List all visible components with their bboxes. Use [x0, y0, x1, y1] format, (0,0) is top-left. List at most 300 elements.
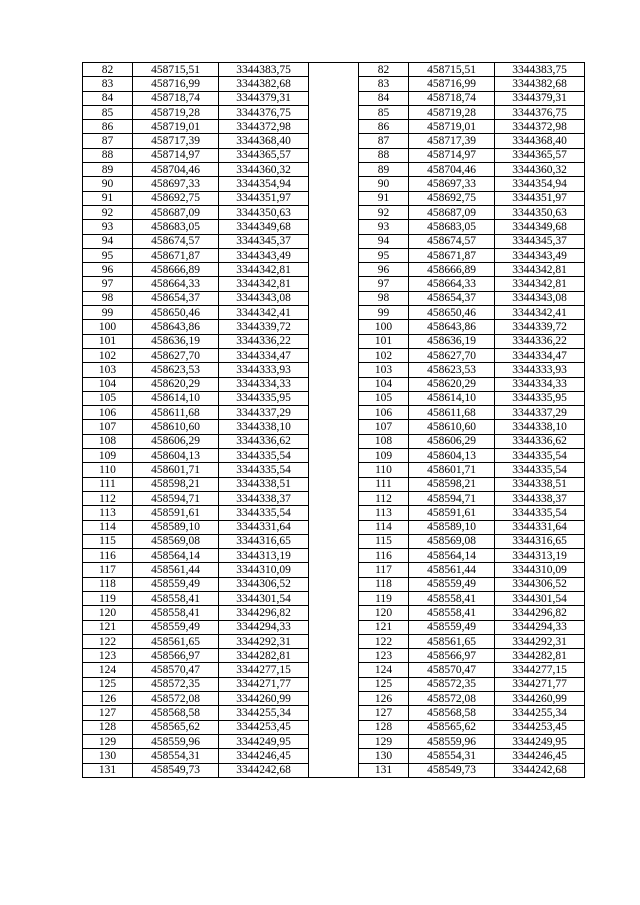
- left-y-coordinate-cell: 3344334,33: [219, 377, 309, 391]
- right-x-coordinate-cell: 458558,41: [409, 606, 495, 620]
- left-y-coordinate-cell: 3344345,37: [219, 234, 309, 248]
- table-row: [83, 91, 585, 105]
- right-point-number-cell: 115: [359, 534, 409, 548]
- left-x-coordinate-cell: 458564,14: [133, 549, 219, 563]
- right-y-coordinate-cell: 3344246,45: [495, 749, 585, 763]
- table-row: [83, 520, 585, 534]
- left-x-coordinate-cell: 458614,10: [133, 391, 219, 405]
- right-y-coordinate-cell: 3344338,10: [495, 420, 585, 434]
- left-y-coordinate-cell: 3344334,47: [219, 348, 309, 362]
- left-point-number-cell: 115: [83, 534, 133, 548]
- right-x-coordinate-cell: 458564,14: [409, 549, 495, 563]
- table-row: [83, 377, 585, 391]
- table-row: [83, 263, 585, 277]
- left-point-number-cell: 130: [83, 749, 133, 763]
- left-point-number-cell: 111: [83, 477, 133, 491]
- column-gap-cell: [309, 320, 359, 334]
- right-x-coordinate-cell: 458643,86: [409, 320, 495, 334]
- right-x-coordinate-cell: 458594,71: [409, 491, 495, 505]
- left-point-number-cell: 101: [83, 334, 133, 348]
- left-x-coordinate-cell: 458589,10: [133, 520, 219, 534]
- left-point-number-cell: 97: [83, 277, 133, 291]
- right-y-coordinate-cell: 3344253,45: [495, 720, 585, 734]
- right-x-coordinate-cell: 458650,46: [409, 306, 495, 320]
- left-point-number-cell: 93: [83, 220, 133, 234]
- table-row: [83, 234, 585, 248]
- left-x-coordinate-cell: 458569,08: [133, 534, 219, 548]
- right-y-coordinate-cell: 3344306,52: [495, 577, 585, 591]
- left-y-coordinate-cell: 3344335,54: [219, 463, 309, 477]
- right-y-coordinate-cell: 3344343,08: [495, 291, 585, 305]
- column-gap-cell: [309, 706, 359, 720]
- left-y-coordinate-cell: 3344379,31: [219, 91, 309, 105]
- left-y-coordinate-cell: 3344382,68: [219, 77, 309, 91]
- right-point-number-cell: 116: [359, 549, 409, 563]
- column-gap-cell: [309, 191, 359, 205]
- right-point-number-cell: 112: [359, 491, 409, 505]
- column-gap-cell: [309, 549, 359, 563]
- right-y-coordinate-cell: 3344242,68: [495, 763, 585, 777]
- left-point-number-cell: 109: [83, 449, 133, 463]
- left-x-coordinate-cell: 458570,47: [133, 663, 219, 677]
- left-point-number-cell: 122: [83, 634, 133, 648]
- left-y-coordinate-cell: 3344331,64: [219, 520, 309, 534]
- table-row: [83, 420, 585, 434]
- left-y-coordinate-cell: 3344335,54: [219, 506, 309, 520]
- left-y-coordinate-cell: 3344343,08: [219, 291, 309, 305]
- column-gap-cell: [309, 105, 359, 119]
- column-gap-cell: [309, 577, 359, 591]
- right-y-coordinate-cell: 3344372,98: [495, 120, 585, 134]
- column-gap-cell: [309, 205, 359, 219]
- left-point-number-cell: 107: [83, 420, 133, 434]
- column-gap-cell: [309, 163, 359, 177]
- left-y-coordinate-cell: 3344354,94: [219, 177, 309, 191]
- left-x-coordinate-cell: 458598,21: [133, 477, 219, 491]
- left-point-number-cell: 103: [83, 363, 133, 377]
- right-x-coordinate-cell: 458716,99: [409, 77, 495, 91]
- left-x-coordinate-cell: 458604,13: [133, 449, 219, 463]
- table-row: [83, 591, 585, 605]
- table-row: [83, 692, 585, 706]
- left-x-coordinate-cell: 458683,05: [133, 220, 219, 234]
- right-y-coordinate-cell: 3344334,47: [495, 348, 585, 362]
- left-y-coordinate-cell: 3344342,81: [219, 277, 309, 291]
- left-x-coordinate-cell: 458674,57: [133, 234, 219, 248]
- left-x-coordinate-cell: 458558,41: [133, 591, 219, 605]
- left-y-coordinate-cell: 3344365,57: [219, 148, 309, 162]
- right-point-number-cell: 98: [359, 291, 409, 305]
- column-gap-cell: [309, 77, 359, 91]
- right-point-number-cell: 87: [359, 134, 409, 148]
- left-y-coordinate-cell: 3344336,62: [219, 434, 309, 448]
- right-point-number-cell: 82: [359, 63, 409, 77]
- column-gap-cell: [309, 134, 359, 148]
- left-y-coordinate-cell: 3344313,19: [219, 549, 309, 563]
- right-y-coordinate-cell: 3344337,29: [495, 406, 585, 420]
- left-y-coordinate-cell: 3344342,41: [219, 306, 309, 320]
- left-point-number-cell: 126: [83, 692, 133, 706]
- table-row: [83, 620, 585, 634]
- right-x-coordinate-cell: 458572,35: [409, 677, 495, 691]
- left-x-coordinate-cell: 458627,70: [133, 348, 219, 362]
- left-point-number-cell: 131: [83, 763, 133, 777]
- right-x-coordinate-cell: 458627,70: [409, 348, 495, 362]
- left-y-coordinate-cell: 3344343,49: [219, 248, 309, 262]
- right-x-coordinate-cell: 458719,28: [409, 105, 495, 119]
- left-point-number-cell: 108: [83, 434, 133, 448]
- left-point-number-cell: 117: [83, 563, 133, 577]
- right-x-coordinate-cell: 458559,49: [409, 577, 495, 591]
- right-y-coordinate-cell: 3344339,72: [495, 320, 585, 334]
- right-point-number-cell: 84: [359, 91, 409, 105]
- left-point-number-cell: 105: [83, 391, 133, 405]
- right-y-coordinate-cell: 3344255,34: [495, 706, 585, 720]
- right-y-coordinate-cell: 3344271,77: [495, 677, 585, 691]
- left-point-number-cell: 86: [83, 120, 133, 134]
- right-y-coordinate-cell: 3344345,37: [495, 234, 585, 248]
- table-row: [83, 649, 585, 663]
- left-y-coordinate-cell: 3344339,72: [219, 320, 309, 334]
- left-y-coordinate-cell: 3344342,81: [219, 263, 309, 277]
- column-gap-cell: [309, 449, 359, 463]
- table-row: [83, 491, 585, 505]
- right-point-number-cell: 126: [359, 692, 409, 706]
- right-x-coordinate-cell: 458561,44: [409, 563, 495, 577]
- right-y-coordinate-cell: 3344310,09: [495, 563, 585, 577]
- right-x-coordinate-cell: 458570,47: [409, 663, 495, 677]
- left-x-coordinate-cell: 458601,71: [133, 463, 219, 477]
- column-gap-cell: [309, 434, 359, 448]
- right-x-coordinate-cell: 458714,97: [409, 148, 495, 162]
- left-y-coordinate-cell: 3344292,31: [219, 634, 309, 648]
- column-gap-cell: [309, 377, 359, 391]
- column-gap-cell: [309, 406, 359, 420]
- left-point-number-cell: 121: [83, 620, 133, 634]
- left-x-coordinate-cell: 458697,33: [133, 177, 219, 191]
- column-gap-cell: [309, 334, 359, 348]
- right-x-coordinate-cell: 458611,68: [409, 406, 495, 420]
- left-y-coordinate-cell: 3344294,33: [219, 620, 309, 634]
- column-gap-cell: [309, 248, 359, 262]
- left-y-coordinate-cell: 3344337,29: [219, 406, 309, 420]
- right-point-number-cell: 123: [359, 649, 409, 663]
- column-gap-cell: [309, 348, 359, 362]
- right-x-coordinate-cell: 458715,51: [409, 63, 495, 77]
- right-x-coordinate-cell: 458687,09: [409, 205, 495, 219]
- right-x-coordinate-cell: 458606,29: [409, 434, 495, 448]
- column-gap-cell: [309, 520, 359, 534]
- right-point-number-cell: 100: [359, 320, 409, 334]
- table-row: [83, 320, 585, 334]
- column-gap-cell: [309, 634, 359, 648]
- left-x-coordinate-cell: 458716,99: [133, 77, 219, 91]
- left-x-coordinate-cell: 458558,41: [133, 606, 219, 620]
- table-row: [83, 120, 585, 134]
- right-point-number-cell: 129: [359, 734, 409, 748]
- right-point-number-cell: 95: [359, 248, 409, 262]
- column-gap-cell: [309, 148, 359, 162]
- right-point-number-cell: 106: [359, 406, 409, 420]
- left-point-number-cell: 98: [83, 291, 133, 305]
- table-row: [83, 706, 585, 720]
- column-gap-cell: [309, 749, 359, 763]
- right-x-coordinate-cell: 458683,05: [409, 220, 495, 234]
- right-x-coordinate-cell: 458591,61: [409, 506, 495, 520]
- left-y-coordinate-cell: 3344335,54: [219, 449, 309, 463]
- left-x-coordinate-cell: 458692,75: [133, 191, 219, 205]
- left-point-number-cell: 91: [83, 191, 133, 205]
- right-point-number-cell: 114: [359, 520, 409, 534]
- column-gap-cell: [309, 606, 359, 620]
- left-point-number-cell: 114: [83, 520, 133, 534]
- column-gap-cell: [309, 234, 359, 248]
- left-point-number-cell: 90: [83, 177, 133, 191]
- table-row: [83, 606, 585, 620]
- table-row: [83, 105, 585, 119]
- right-x-coordinate-cell: 458604,13: [409, 449, 495, 463]
- left-point-number-cell: 88: [83, 148, 133, 162]
- left-point-number-cell: 127: [83, 706, 133, 720]
- right-x-coordinate-cell: 458697,33: [409, 177, 495, 191]
- left-point-number-cell: 116: [83, 549, 133, 563]
- left-y-coordinate-cell: 3344242,68: [219, 763, 309, 777]
- left-point-number-cell: 92: [83, 205, 133, 219]
- left-x-coordinate-cell: 458717,39: [133, 134, 219, 148]
- table-row: [83, 677, 585, 691]
- right-point-number-cell: 127: [359, 706, 409, 720]
- left-x-coordinate-cell: 458620,29: [133, 377, 219, 391]
- left-point-number-cell: 84: [83, 91, 133, 105]
- left-x-coordinate-cell: 458654,37: [133, 291, 219, 305]
- right-point-number-cell: 125: [359, 677, 409, 691]
- right-x-coordinate-cell: 458718,74: [409, 91, 495, 105]
- table-row: [83, 306, 585, 320]
- column-gap-cell: [309, 363, 359, 377]
- left-y-coordinate-cell: 3344301,54: [219, 591, 309, 605]
- left-x-coordinate-cell: 458572,35: [133, 677, 219, 691]
- left-point-number-cell: 89: [83, 163, 133, 177]
- table-row: [83, 734, 585, 748]
- right-y-coordinate-cell: 3344338,37: [495, 491, 585, 505]
- right-x-coordinate-cell: 458674,57: [409, 234, 495, 248]
- right-x-coordinate-cell: 458559,49: [409, 620, 495, 634]
- right-y-coordinate-cell: 3344301,54: [495, 591, 585, 605]
- column-gap-cell: [309, 534, 359, 548]
- left-point-number-cell: 125: [83, 677, 133, 691]
- column-gap-cell: [309, 220, 359, 234]
- left-y-coordinate-cell: 3344260,99: [219, 692, 309, 706]
- left-x-coordinate-cell: 458715,51: [133, 63, 219, 77]
- right-y-coordinate-cell: 3344294,33: [495, 620, 585, 634]
- table-row: [83, 634, 585, 648]
- right-x-coordinate-cell: 458565,62: [409, 720, 495, 734]
- left-x-coordinate-cell: 458568,58: [133, 706, 219, 720]
- left-point-number-cell: 120: [83, 606, 133, 620]
- column-gap-cell: [309, 91, 359, 105]
- left-y-coordinate-cell: 3344338,37: [219, 491, 309, 505]
- right-y-coordinate-cell: 3344336,22: [495, 334, 585, 348]
- table-row: [83, 391, 585, 405]
- right-point-number-cell: 130: [359, 749, 409, 763]
- left-y-coordinate-cell: 3344336,22: [219, 334, 309, 348]
- column-gap-cell: [309, 563, 359, 577]
- left-point-number-cell: 96: [83, 263, 133, 277]
- right-x-coordinate-cell: 458671,87: [409, 248, 495, 262]
- table-row: [83, 763, 585, 777]
- left-x-coordinate-cell: 458559,49: [133, 577, 219, 591]
- left-y-coordinate-cell: 3344335,95: [219, 391, 309, 405]
- left-x-coordinate-cell: 458565,62: [133, 720, 219, 734]
- column-gap-cell: [309, 477, 359, 491]
- left-x-coordinate-cell: 458704,46: [133, 163, 219, 177]
- right-y-coordinate-cell: 3344335,54: [495, 506, 585, 520]
- left-point-number-cell: 83: [83, 77, 133, 91]
- left-x-coordinate-cell: 458719,01: [133, 120, 219, 134]
- right-x-coordinate-cell: 458692,75: [409, 191, 495, 205]
- right-point-number-cell: 83: [359, 77, 409, 91]
- right-point-number-cell: 99: [359, 306, 409, 320]
- right-y-coordinate-cell: 3344334,33: [495, 377, 585, 391]
- column-gap-cell: [309, 120, 359, 134]
- right-point-number-cell: 110: [359, 463, 409, 477]
- right-y-coordinate-cell: 3344335,54: [495, 463, 585, 477]
- left-y-coordinate-cell: 3344296,82: [219, 606, 309, 620]
- right-x-coordinate-cell: 458566,97: [409, 649, 495, 663]
- right-point-number-cell: 103: [359, 363, 409, 377]
- left-x-coordinate-cell: 458549,73: [133, 763, 219, 777]
- right-point-number-cell: 119: [359, 591, 409, 605]
- left-y-coordinate-cell: 3344351,97: [219, 191, 309, 205]
- right-x-coordinate-cell: 458559,96: [409, 734, 495, 748]
- left-y-coordinate-cell: 3344306,52: [219, 577, 309, 591]
- left-y-coordinate-cell: 3344310,09: [219, 563, 309, 577]
- left-x-coordinate-cell: 458610,60: [133, 420, 219, 434]
- right-y-coordinate-cell: 3344331,64: [495, 520, 585, 534]
- column-gap-cell: [309, 177, 359, 191]
- left-x-coordinate-cell: 458606,29: [133, 434, 219, 448]
- right-x-coordinate-cell: 458572,08: [409, 692, 495, 706]
- right-x-coordinate-cell: 458717,39: [409, 134, 495, 148]
- right-y-coordinate-cell: 3344382,68: [495, 77, 585, 91]
- table-row: [83, 148, 585, 162]
- left-y-coordinate-cell: 3344271,77: [219, 677, 309, 691]
- right-y-coordinate-cell: 3344249,95: [495, 734, 585, 748]
- right-y-coordinate-cell: 3344316,65: [495, 534, 585, 548]
- table-row: [83, 506, 585, 520]
- right-point-number-cell: 122: [359, 634, 409, 648]
- right-y-coordinate-cell: 3344383,75: [495, 63, 585, 77]
- left-point-number-cell: 99: [83, 306, 133, 320]
- left-point-number-cell: 87: [83, 134, 133, 148]
- left-y-coordinate-cell: 3344253,45: [219, 720, 309, 734]
- left-point-number-cell: 94: [83, 234, 133, 248]
- left-x-coordinate-cell: 458687,09: [133, 205, 219, 219]
- table-row: [83, 663, 585, 677]
- right-y-coordinate-cell: 3344342,81: [495, 277, 585, 291]
- left-x-coordinate-cell: 458566,97: [133, 649, 219, 663]
- right-point-number-cell: 93: [359, 220, 409, 234]
- right-y-coordinate-cell: 3344376,75: [495, 105, 585, 119]
- right-point-number-cell: 88: [359, 148, 409, 162]
- coordinates-table: [82, 62, 585, 778]
- left-x-coordinate-cell: 458594,71: [133, 491, 219, 505]
- table-row: [83, 77, 585, 91]
- column-gap-cell: [309, 277, 359, 291]
- table-row: [83, 348, 585, 362]
- left-x-coordinate-cell: 458636,19: [133, 334, 219, 348]
- right-x-coordinate-cell: 458636,19: [409, 334, 495, 348]
- right-y-coordinate-cell: 3344335,54: [495, 449, 585, 463]
- left-y-coordinate-cell: 3344316,65: [219, 534, 309, 548]
- table-row: [83, 477, 585, 491]
- left-point-number-cell: 123: [83, 649, 133, 663]
- right-y-coordinate-cell: 3344292,31: [495, 634, 585, 648]
- right-y-coordinate-cell: 3344342,81: [495, 263, 585, 277]
- column-gap-cell: [309, 720, 359, 734]
- left-point-number-cell: 100: [83, 320, 133, 334]
- right-point-number-cell: 86: [359, 120, 409, 134]
- right-y-coordinate-cell: 3344260,99: [495, 692, 585, 706]
- left-y-coordinate-cell: 3344255,34: [219, 706, 309, 720]
- right-point-number-cell: 92: [359, 205, 409, 219]
- column-gap-cell: [309, 420, 359, 434]
- right-point-number-cell: 89: [359, 163, 409, 177]
- right-y-coordinate-cell: 3344336,62: [495, 434, 585, 448]
- left-point-number-cell: 129: [83, 734, 133, 748]
- right-x-coordinate-cell: 458620,29: [409, 377, 495, 391]
- right-y-coordinate-cell: 3344333,93: [495, 363, 585, 377]
- left-point-number-cell: 128: [83, 720, 133, 734]
- table-row: [83, 449, 585, 463]
- left-y-coordinate-cell: 3344333,93: [219, 363, 309, 377]
- table-row: [83, 63, 585, 77]
- left-point-number-cell: 113: [83, 506, 133, 520]
- table-row: [83, 563, 585, 577]
- right-point-number-cell: 131: [359, 763, 409, 777]
- left-y-coordinate-cell: 3344282,81: [219, 649, 309, 663]
- right-y-coordinate-cell: 3344360,32: [495, 163, 585, 177]
- left-x-coordinate-cell: 458623,53: [133, 363, 219, 377]
- table-row: [83, 191, 585, 205]
- left-y-coordinate-cell: 3344246,45: [219, 749, 309, 763]
- right-point-number-cell: 97: [359, 277, 409, 291]
- left-y-coordinate-cell: 3344376,75: [219, 105, 309, 119]
- right-x-coordinate-cell: 458598,21: [409, 477, 495, 491]
- column-gap-cell: [309, 491, 359, 505]
- left-x-coordinate-cell: 458591,61: [133, 506, 219, 520]
- column-gap-cell: [309, 763, 359, 777]
- right-y-coordinate-cell: 3344277,15: [495, 663, 585, 677]
- column-gap-cell: [309, 506, 359, 520]
- right-x-coordinate-cell: 458589,10: [409, 520, 495, 534]
- right-x-coordinate-cell: 458623,53: [409, 363, 495, 377]
- right-point-number-cell: 120: [359, 606, 409, 620]
- left-point-number-cell: 82: [83, 63, 133, 77]
- column-gap-cell: [309, 463, 359, 477]
- left-y-coordinate-cell: 3344383,75: [219, 63, 309, 77]
- table-row: [83, 248, 585, 262]
- right-point-number-cell: 94: [359, 234, 409, 248]
- table-row: [83, 277, 585, 291]
- right-x-coordinate-cell: 458664,33: [409, 277, 495, 291]
- right-point-number-cell: 108: [359, 434, 409, 448]
- right-point-number-cell: 128: [359, 720, 409, 734]
- table-row: [83, 720, 585, 734]
- left-point-number-cell: 95: [83, 248, 133, 262]
- right-y-coordinate-cell: 3344350,63: [495, 205, 585, 219]
- right-point-number-cell: 113: [359, 506, 409, 520]
